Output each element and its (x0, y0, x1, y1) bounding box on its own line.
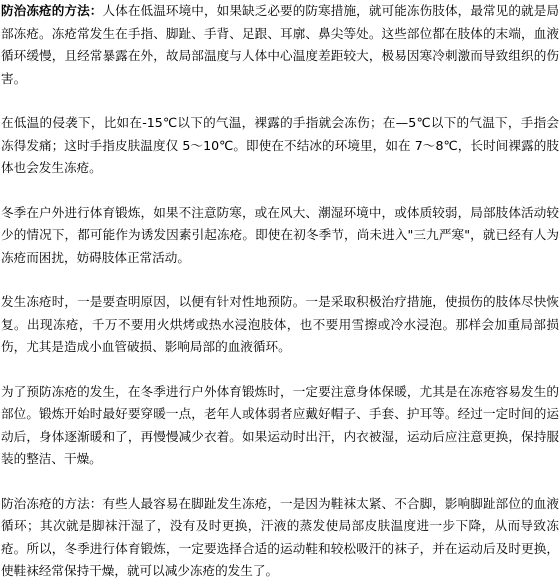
paragraph-footwear (1, 493, 559, 583)
paragraph-text: 人体在低温环境中，如果缺乏必要的防寒措施，就可能冻伤肢体，最常见的就是局部冻疮。冻疮常发生在手指、脚趾、手背、足跟、耳廓、鼻尖等处。这些部位都在肢体的末端，血液循环缓慢，且经常暴露在外，故局部温度与人体中心温度差距较大，极易因寒冷刺激而导致组织的伤害。 (1, 3, 560, 86)
paragraph-intro (1, 0, 559, 90)
paragraph-text: 在低温的侵袭下，比如在-15℃以下的气温，裸露的手指就会冻伤；在—5℃以下的气温下，手指会冻得发痛；这时手指皮肤温度仅 5～10℃。即使在不结冰的环境里，如在 7～8℃，长时间裸露的肢体也会发生冻疮。 (1, 115, 559, 175)
paragraph-text: 冬季在户外进行体育锻炼，如果不注意防寒，或在风大、潮湿环境中，或体质较弱，局部肢体活动较少的情况下，都可能作为诱发因素引起冻疮。即使在初冬季节，尚未进入"三九严寒"，就已经有人为冻疮而困扰，妨碍肢体正常活动。 (1, 204, 559, 265)
paragraph-text: 发生冻疮时，一是要查明原因，以便有针对性地预防。一是采取积极治疗措施，使损伤的肢体尽快恢复。出现冻疮，千万不要用火烘烤或热水浸泡肢体，也不要用雪擦或冷水浸泡。那样会加重局部损伤，尤其是造成小血管破损、影响局部的血液循环。 (1, 294, 559, 354)
paragraph-prevention (1, 381, 559, 471)
paragraph-temperature (1, 112, 559, 180)
paragraph-text: 为了预防冻疮的发生，在冬季进行户外体育锻炼时，一定要注意身体保暖，尤其是在冻疮容易发生的部位。锻炼开始时最好要穿暖一点，老年人或体弱者应戴好帽子、手套、护耳等。经过一定时间的运动后，身体逐渐暖和了，再慢慢减少衣着。如果运动时出汗，内衣被湿，运动后应注意更换，保持服装的整洁、干燥。 (1, 383, 559, 466)
paragraph-treatment (1, 291, 559, 359)
paragraph-text: 防治冻疮的方法：有些人最容易在脚趾发生冻疮，一是因为鞋袜太紧、不合脚，影响脚趾部位的血液循环；其次就是脚袜汗湿了，没有及时更换，汗液的蒸发使局部皮肤温度进一步下降，从而导致冻疮。所以，冬季进行体育锻炼，一定要选择合适的运动鞋和较松吸汗的袜子，并在运动后及时更换，使鞋袜经常保持干燥，就可以减少冻疮的发生了。 (1, 495, 559, 578)
paragraph-lead-heading: 防治冻疮的方法： (1, 3, 103, 18)
paragraph-causes (1, 202, 559, 270)
